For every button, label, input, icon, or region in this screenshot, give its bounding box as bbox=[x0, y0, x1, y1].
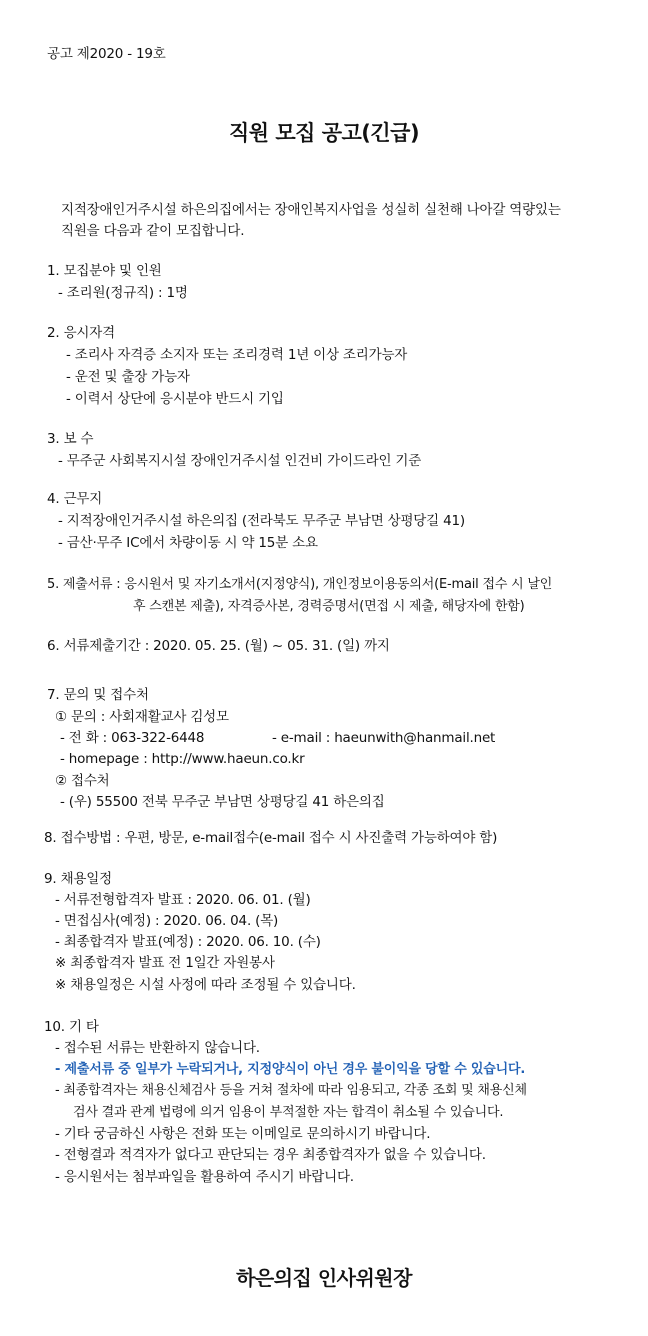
section-3-heading: 3. 보 수 bbox=[47, 431, 94, 447]
section-7-phone: - 전 화 : 063-322-6448 bbox=[60, 730, 205, 746]
section-10-item: - 최종합격자는 채용신체검사 등을 거쳐 절차에 따라 임용되고, 각종 조회 및 채용신체 bbox=[55, 1083, 527, 1098]
section-10-item: - 응시원서는 첨부파일을 활용하여 주시기 바랍니다. bbox=[55, 1169, 354, 1185]
section-10-item: - 기타 궁금하신 사항은 전화 또는 이메일로 문의하시기 바랍니다. bbox=[55, 1126, 431, 1142]
section-9-item: - 서류전형합격자 발표 : 2020. 06. 01. (월) bbox=[55, 892, 311, 908]
section-10-item-continued: 검사 결과 관계 법령에 의거 임용이 부적절한 자는 합격이 취소될 수 있습니다. bbox=[73, 1105, 504, 1120]
section-7-reception: ② 접수처 bbox=[55, 773, 110, 789]
section-3-item: - 무주군 사회복지시설 장애인거주시설 인건비 가이드라인 기준 bbox=[58, 453, 422, 469]
section-9-item: - 면접심사(예정) : 2020. 06. 04. (목) bbox=[55, 913, 279, 929]
section-8-line: 8. 접수방법 : 우편, 방문, e-mail접수(e-mail 접수 시 사진출력 가능하여야 함) bbox=[44, 830, 498, 846]
section-10-heading: 10. 기 타 bbox=[44, 1019, 99, 1035]
section-9-item: - 최종합격자 발표(예정) : 2020. 06. 10. (수) bbox=[55, 934, 321, 950]
section-5-line-2: 후 스캔본 제출), 자격증사본, 경력증명서(면접 시 제출, 해당자에 한함) bbox=[133, 599, 525, 614]
section-7-inquiry: ① 문의 : 사회재활교사 김성모 bbox=[55, 709, 229, 725]
section-2-heading: 2. 응시자격 bbox=[47, 325, 115, 341]
section-7-address: - (우) 55500 전북 무주군 부남면 상평당길 41 하은의집 bbox=[60, 794, 385, 810]
section-10-item: - 전형결과 적격자가 없다고 판단되는 경우 최종합격자가 없을 수 있습니다. bbox=[55, 1147, 486, 1163]
intro-line-2: 직원을 다음과 같이 모집합니다. bbox=[61, 223, 245, 239]
section-2-item: - 운전 및 출장 가능자 bbox=[66, 369, 190, 385]
section-10-item: - 접수된 서류는 반환하지 않습니다. bbox=[55, 1040, 260, 1056]
page-title: 직원 모집 공고(긴급) bbox=[228, 121, 420, 145]
section-1-heading: 1. 모집분야 및 인원 bbox=[47, 263, 162, 279]
section-4-item: - 금산·무주 IC에서 차량이동 시 약 15분 소요 bbox=[58, 535, 318, 551]
section-9-note: ※ 채용일정은 시설 사정에 따라 조정될 수 있습니다. bbox=[55, 977, 356, 993]
signature-footer: 하은의집 인사위원장 bbox=[236, 1266, 412, 1290]
section-9-note: ※ 최종합격자 발표 전 1일간 자원봉사 bbox=[55, 955, 275, 971]
section-4-heading: 4. 근무지 bbox=[47, 491, 103, 507]
intro-line-1: 지적장애인거주시설 하은의집에서는 장애인복지사업을 성실히 실천해 나아갈 역량있는 bbox=[61, 202, 561, 218]
section-4-item: - 지적장애인거주시설 하은의집 (전라북도 무주군 부남면 상평당길 41) bbox=[58, 513, 465, 529]
section-7-homepage: - homepage : http://www.haeun.co.kr bbox=[60, 751, 305, 767]
notice-number: 공고 제2020 - 19호 bbox=[47, 46, 166, 62]
section-6-line: 6. 서류제출기간 : 2020. 05. 25. (월) ~ 05. 31. (일) 까지 bbox=[47, 638, 390, 654]
section-5-line-1: 5. 제출서류 : 응시원서 및 자기소개서(지정양식), 개인정보이용동의서(E-mail 접수 시 날인 bbox=[47, 577, 553, 592]
section-7-heading: 7. 문의 및 접수처 bbox=[47, 687, 149, 703]
section-7-email: - e-mail : haeunwith@hanmail.net bbox=[272, 730, 496, 746]
section-1-item: - 조리원(정규직) : 1명 bbox=[58, 285, 188, 301]
section-9-heading: 9. 채용일정 bbox=[44, 871, 112, 887]
section-2-item: - 이력서 상단에 응시분야 반드시 기입 bbox=[66, 391, 284, 407]
section-10-warning: - 제출서류 중 일부가 누락되거나, 지정양식이 아닌 경우 불이익을 당할 수 있습니다. bbox=[55, 1062, 526, 1077]
section-2-item: - 조리사 자격증 소지자 또는 조리경력 1년 이상 조리가능자 bbox=[66, 347, 408, 363]
